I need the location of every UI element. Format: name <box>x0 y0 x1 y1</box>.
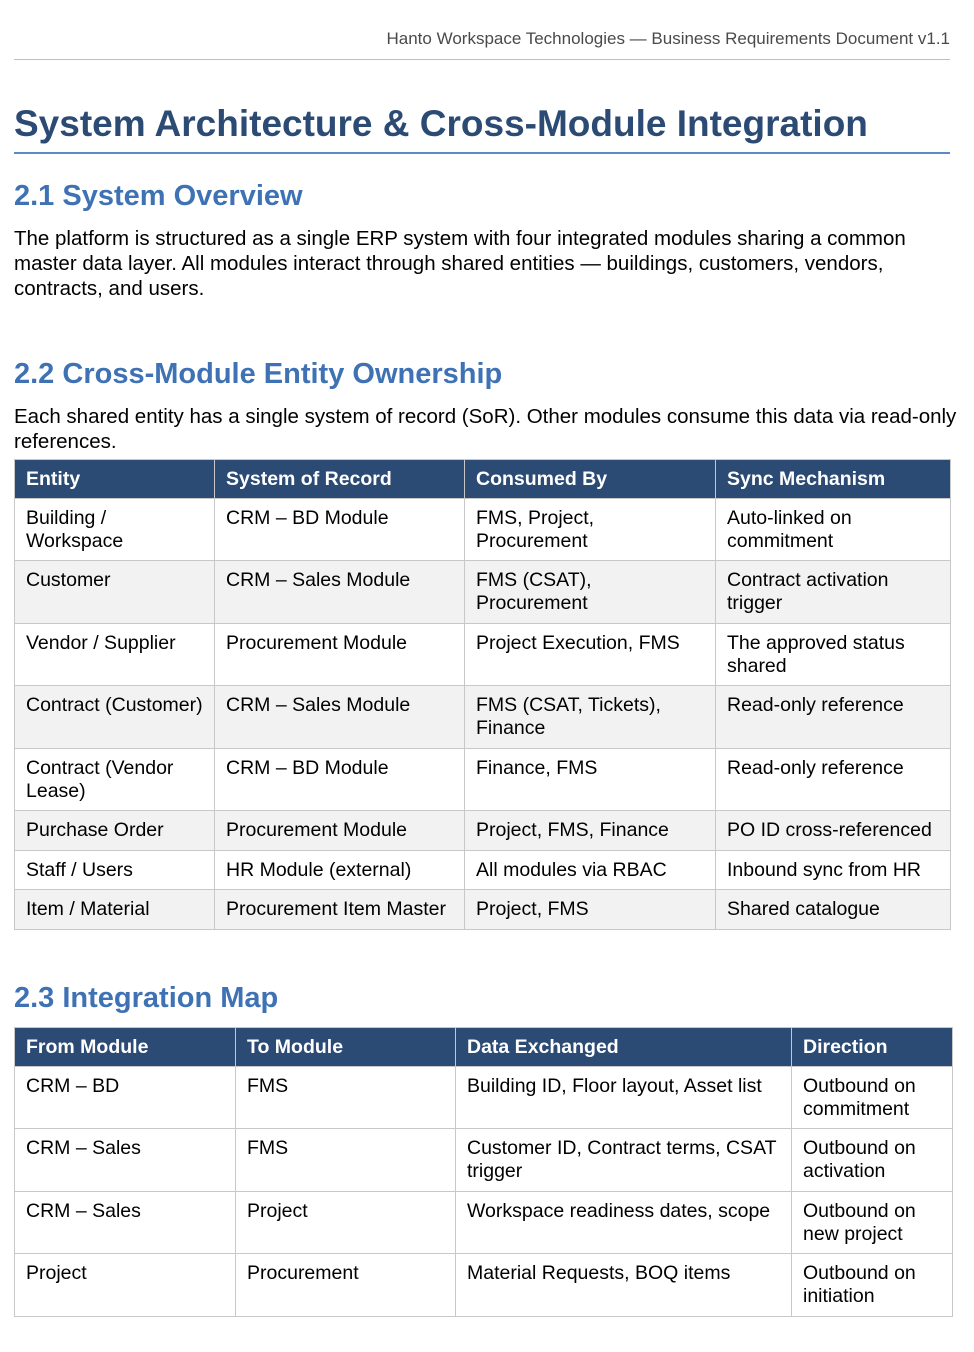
table-cell: Project, FMS, Finance <box>465 811 716 851</box>
header-divider <box>14 59 950 60</box>
table-cell: The approved status shared <box>716 624 951 686</box>
table-cell: FMS (CSAT, Tickets), Finance <box>465 686 716 749</box>
table-cell: Procurement Module <box>215 811 465 851</box>
table-row <box>15 624 951 686</box>
column-header: Data Exchanged <box>456 1028 792 1067</box>
column-header: Entity <box>15 460 215 499</box>
table-cell: Project Execution, FMS <box>465 624 716 686</box>
table-row <box>15 890 951 930</box>
table-row <box>15 851 951 890</box>
table-row <box>15 1067 953 1129</box>
table-row <box>15 749 951 811</box>
section-heading-ownership: 2.2 Cross-Module Entity Ownership <box>14 358 503 390</box>
ownership-paragraph: Each shared entity has a single system of record (SoR). Other modules consume this data via read-only references. <box>14 405 957 453</box>
table-cell: Outbound on commitment <box>792 1067 953 1129</box>
table-header-row <box>15 460 951 499</box>
table-cell: CRM – Sales <box>15 1129 236 1192</box>
column-header: From Module <box>15 1028 236 1067</box>
table-cell: Project <box>15 1254 236 1317</box>
table-cell: Customer ID, Contract terms, CSAT trigger <box>456 1129 792 1192</box>
table-cell: Procurement Module <box>215 624 465 686</box>
table-cell: HR Module (external) <box>215 851 465 890</box>
table-cell: Contract (Vendor Lease) <box>15 749 215 811</box>
table-header-row <box>15 1028 953 1067</box>
table-cell: Contract activation trigger <box>716 561 951 624</box>
column-header: Sync Mechanism <box>716 460 951 499</box>
column-header: Consumed By <box>465 460 716 499</box>
integration-map-table <box>14 1027 953 1317</box>
table-row <box>15 811 951 851</box>
table-cell: Material Requests, BOQ items <box>456 1254 792 1317</box>
table-cell: Procurement Item Master <box>215 890 465 930</box>
table-cell: CRM – BD Module <box>215 749 465 811</box>
table-row <box>15 686 951 749</box>
table-cell: CRM – BD Module <box>215 499 465 561</box>
table-cell: Customer <box>15 561 215 624</box>
table-cell: Outbound on initiation <box>792 1254 953 1317</box>
table-cell: FMS, Project, Procurement <box>465 499 716 561</box>
table-cell: Workspace readiness dates, scope <box>456 1192 792 1254</box>
table-cell: Project, FMS <box>465 890 716 930</box>
table-cell: Building ID, Floor layout, Asset list <box>456 1067 792 1129</box>
table-row <box>15 1129 953 1192</box>
section-heading-integration: 2.3 Integration Map <box>14 982 279 1014</box>
table-cell: CRM – BD <box>15 1067 236 1129</box>
table-cell: PO ID cross-referenced <box>716 811 951 851</box>
table-cell: Vendor / Supplier <box>15 624 215 686</box>
table-cell: Read-only reference <box>716 686 951 749</box>
table-cell: Outbound on activation <box>792 1129 953 1192</box>
entity-ownership-table <box>14 459 951 930</box>
title-divider <box>14 152 950 154</box>
table-cell: Outbound on new project <box>792 1192 953 1254</box>
table-cell: FMS <box>236 1067 456 1129</box>
column-header: Direction <box>792 1028 953 1067</box>
table-cell: Purchase Order <box>15 811 215 851</box>
table-cell: Read-only reference <box>716 749 951 811</box>
running-header: Hanto Workspace Technologies — Business Requirements Document v1.1 <box>386 29 950 48</box>
table-cell: All modules via RBAC <box>465 851 716 890</box>
table-cell: CRM – Sales Module <box>215 561 465 624</box>
table-cell: Item / Material <box>15 890 215 930</box>
table-row <box>15 1254 953 1317</box>
table-cell: Auto-linked on commitment <box>716 499 951 561</box>
table-cell: Staff / Users <box>15 851 215 890</box>
table-cell: Shared catalogue <box>716 890 951 930</box>
section-heading-overview: 2.1 System Overview <box>14 180 303 212</box>
table-cell: CRM – Sales Module <box>215 686 465 749</box>
column-header: System of Record <box>215 460 465 499</box>
column-header: To Module <box>236 1028 456 1067</box>
table-cell: FMS (CSAT), Procurement <box>465 561 716 624</box>
table-cell: CRM – Sales <box>15 1192 236 1254</box>
overview-paragraph: The platform is structured as a single ERP system with four integrated modules sharing a common master data layer. All modules interact through shared entities — buildings, customers, vendors, contracts, and users. <box>14 227 906 300</box>
table-row <box>15 1192 953 1254</box>
table-cell: Project <box>236 1192 456 1254</box>
table-cell: Contract (Customer) <box>15 686 215 749</box>
table-row <box>15 561 951 624</box>
table-cell: Inbound sync from HR <box>716 851 951 890</box>
page-title: System Architecture & Cross-Module Integration <box>14 103 868 144</box>
table-cell: FMS <box>236 1129 456 1192</box>
table-cell: Finance, FMS <box>465 749 716 811</box>
table-row <box>15 499 951 561</box>
table-cell: Procurement <box>236 1254 456 1317</box>
table-cell: Building / Workspace <box>15 499 215 561</box>
